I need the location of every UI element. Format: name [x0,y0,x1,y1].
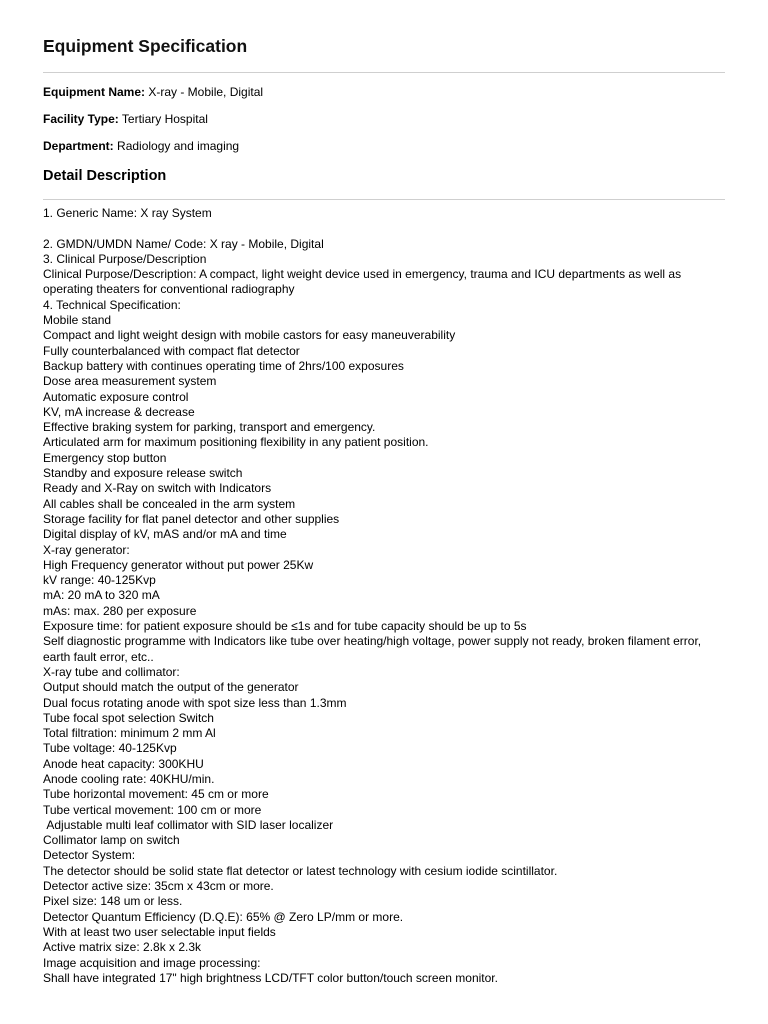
description-line: 4. Technical Specification: [43,297,181,312]
description-line: mA: 20 mA to 320 mA [43,588,160,603]
description-line: Tube vertical movement: 100 cm or more [43,802,262,817]
description-line: Emergency stop button [43,450,167,465]
description-line: Standby and exposure release switch [43,466,243,481]
department-label: Department: [43,139,114,153]
description-line: Dual focus rotating anode with spot size less than 1.3mm [43,695,347,710]
description-line: Articulated arm for maximum positioning flexibility in any patient position. [43,435,429,450]
description-line: X-ray generator: [43,542,130,557]
description-line: Detector Quantum Efficiency (D.Q.E): 65% @ Zero LP/mm or more. [43,909,404,924]
description-line: Output should match the output of the generator [43,680,299,695]
description-line: Collimator lamp on switch [43,833,180,848]
facility-type-field [43,112,208,127]
facility-type-value: Tertiary Hospital [118,112,208,126]
equipment-name-label: Equipment Name: [43,85,146,99]
description-line: 1. Generic Name: X ray System [43,206,212,220]
description-line: Tube voltage: 40-125Kvp [43,741,177,756]
department-field [43,139,239,154]
page-title: Equipment Specification [43,36,248,56]
description-line: Total filtration: minimum 2 mm Al [43,726,216,741]
description-line: High Frequency generator without put power 25Kw [43,557,314,572]
facility-type-label: Facility Type: [43,112,119,126]
description-line: Exposure time: for patient exposure should be ≤1s and for tube capacity should be up to 5s [43,619,527,634]
description-line: Dose area measurement system [43,374,217,389]
description-line: Self diagnostic programme with Indicators like tube over heating/high voltage, power supply not ready, broken filament error, earth fault error, etc.. [43,634,705,664]
description-line: Fully counterbalanced with compact flat detector [43,343,300,358]
description-line: 2. GMDN/UMDN Name/ Code: X ray - Mobile, Digital [43,236,324,251]
description-line: With at least two user selectable input fields [43,924,276,939]
description-line: Tube horizontal movement: 45 cm or more [43,787,269,802]
description-line: kV range: 40-125Kvp [43,573,156,588]
description-line: KV, mA increase & decrease [43,404,195,419]
department-value: Radiology and imaging [113,139,240,153]
description-line: mAs: max. 280 per exposure [43,603,197,618]
title-divider [43,72,725,73]
description-line: Mobile stand [43,313,112,328]
description-line: Pixel size: 148 um or less. [43,894,183,909]
description-line: Anode heat capacity: 300KHU [43,756,204,771]
description-line: Shall have integrated 17" high brightness LCD/TFT color button/touch screen monitor. [43,970,498,985]
description-line: Adjustable multi leaf collimator with SID laser localizer [43,817,334,832]
description-line: Detector active size: 35cm x 43cm or more. [43,879,274,894]
description-line: Effective braking system for parking, transport and emergency. [43,420,376,435]
description-line: Active matrix size: 2.8k x 2.3k [43,940,202,955]
detail-description-body [43,206,728,986]
description-line: Storage facility for flat panel detector and other supplies [43,511,340,526]
description-line: All cables shall be concealed in the arm system [43,496,296,511]
description-line: Detector System: [43,848,136,863]
description-line: Compact and light weight design with mobile castors for easy maneuverability [43,328,456,343]
description-line: The detector should be solid state flat detector or latest technology with cesium iodide scintillator. [43,863,558,878]
description-line: X-ray tube and collimator: [43,664,180,679]
description-line: Tube focal spot selection Switch [43,710,214,725]
description-line: Image acquisition and image processing: [43,955,261,970]
description-line: Anode cooling rate: 40KHU/min. [43,771,215,786]
description-line: Digital display of kV, mAS and/or mA and time [43,527,287,542]
description-line: Ready and X-Ray on switch with Indicators [43,481,272,496]
description-line: Backup battery with continues operating time of 2hrs/100 exposures [43,358,404,373]
equipment-name-field [43,85,263,100]
blank-line [43,221,728,236]
detail-description-heading: Detail Description [43,168,167,184]
description-line: Clinical Purpose/Description: A compact, light weight device used in emergency, trauma and ICU departments as well as operating theaters for conventional radiography [43,267,685,297]
description-line: Automatic exposure control [43,389,189,404]
detail-divider [43,199,725,200]
equipment-name-value: X-ray - Mobile, Digital [145,85,264,99]
description-line: 3. Clinical Purpose/Description [43,251,207,266]
